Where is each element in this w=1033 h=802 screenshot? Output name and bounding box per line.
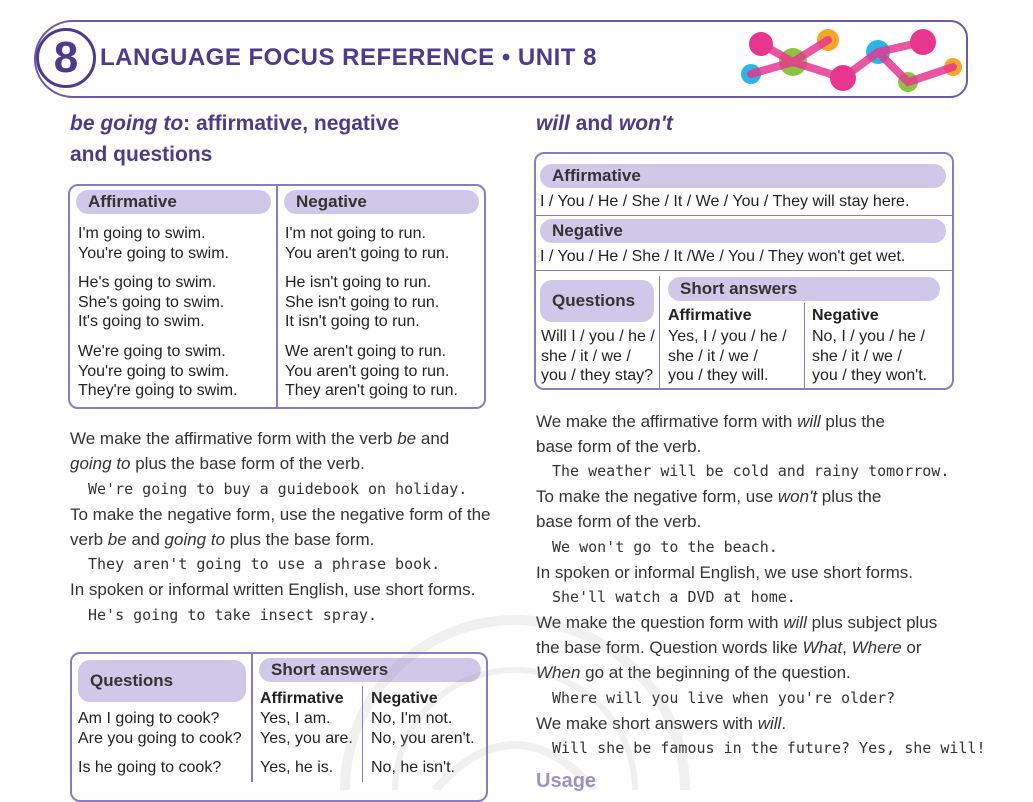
table-divider <box>251 654 253 782</box>
negative-answers: No, I / you / he / she / it / we / you / they won't. <box>812 328 928 384</box>
example-sentence: Where will you live when you're older? <box>552 689 896 707</box>
affirmative-group-3: We're going to swim. You're going to swim. They're going to swim. <box>78 343 238 399</box>
negative-group-1: I'm not going to run. You aren't going to run. <box>285 225 450 262</box>
short-answers-header: Short answers <box>259 658 481 682</box>
para-negative-going-to: To make the negative form, use the negative form of the verb be and going to plus the base form. <box>70 505 491 549</box>
table-divider <box>659 276 660 388</box>
negative-answers: No, I'm not. No, you aren't. No, he isn't. <box>371 710 475 776</box>
para-will-negative: To make the negative form, use won't plus the base form of the verb. <box>536 487 882 531</box>
watermark-emblem <box>255 590 775 790</box>
negative-subheader: Negative <box>812 307 879 324</box>
usage-heading: Usage <box>536 770 597 792</box>
negative-group-2: He isn't going to run. She isn't going to run. It isn't going to run. <box>285 274 440 330</box>
affirmative-answers: Yes, I / you / he / she / it / we / you / they will. <box>668 328 787 384</box>
negative-header: Negative <box>284 190 479 214</box>
affirmative-group-1: I'm going to swim. You're going to swim. <box>78 225 229 262</box>
negative-example: I / You / He / She / It /We / You / They won't get wet. <box>540 248 906 265</box>
questions-column: Will I / you / he / she / it / we / you / they stay? <box>541 328 655 384</box>
section-heading-will-wont: will and won't <box>536 112 673 135</box>
affirmative-subheader: Affirmative <box>260 690 344 707</box>
affirmative-group-2: He's going to swim. She's going to swim. It's going to swim. <box>78 274 225 330</box>
row-divider <box>536 270 952 271</box>
example-sentence: They aren't going to use a phrase book. <box>88 555 441 573</box>
para-will-short-answers: We make short answers with will. <box>536 714 787 733</box>
affirmative-answers: Yes, I am. Yes, you are. Yes, he is. <box>260 710 353 776</box>
questions-column: Am I going to cook? Are you going to cook? Is he going to cook? <box>78 710 242 776</box>
para-will-short-forms: In spoken or informal English, we use short forms. <box>536 563 913 582</box>
example-sentence: He's going to take insect spray. <box>88 606 377 624</box>
questions-header: Questions <box>78 660 246 702</box>
section-heading-be-going-to: be going to: affirmative, negative and questions <box>70 112 400 166</box>
para-affirmative-going-to: We make the affirmative form with the verb be and going to plus the base form of the verb. <box>70 429 450 473</box>
example-sentence: We're going to buy a guidebook on holiday. <box>88 480 468 498</box>
table-divider <box>804 303 805 388</box>
page-title: LANGUAGE FOCUS REFERENCE • UNIT 8 <box>100 44 597 71</box>
para-will-questions: We make the question form with will plus subject plus the base form. Question words like What, Where or When go at the beginning of the question. <box>536 613 938 682</box>
para-short-forms: In spoken or informal written English, use short forms. <box>70 580 476 599</box>
negative-subheader: Negative <box>371 690 438 707</box>
table-divider <box>276 186 278 407</box>
example-sentence: She'll watch a DVD at home. <box>552 588 796 606</box>
decorative-molecule-graphic <box>733 22 967 98</box>
affirmative-header: Affirmative <box>540 164 946 188</box>
negative-header: Negative <box>540 219 946 243</box>
affirmative-subheader: Affirmative <box>668 307 752 324</box>
example-sentence: Will she be famous in the future? Yes, she will! <box>552 739 986 757</box>
negative-group-3: We aren't going to run. You aren't going to run. They aren't going to run. <box>285 343 458 399</box>
questions-header: Questions <box>540 280 654 322</box>
unit-number-badge: 8 <box>36 28 96 88</box>
affirmative-example: I / You / He / She / It / We / You / They will stay here. <box>540 193 910 210</box>
example-sentence: We won't go to the beach. <box>552 538 778 556</box>
short-answers-header: Short answers <box>668 277 940 301</box>
example-sentence: The weather will be cold and rainy tomorrow. <box>552 462 950 480</box>
affirmative-header: Affirmative <box>76 190 271 214</box>
row-divider <box>536 215 952 216</box>
para-will-affirmative: We make the affirmative form with will plus the base form of the verb. <box>536 412 885 456</box>
